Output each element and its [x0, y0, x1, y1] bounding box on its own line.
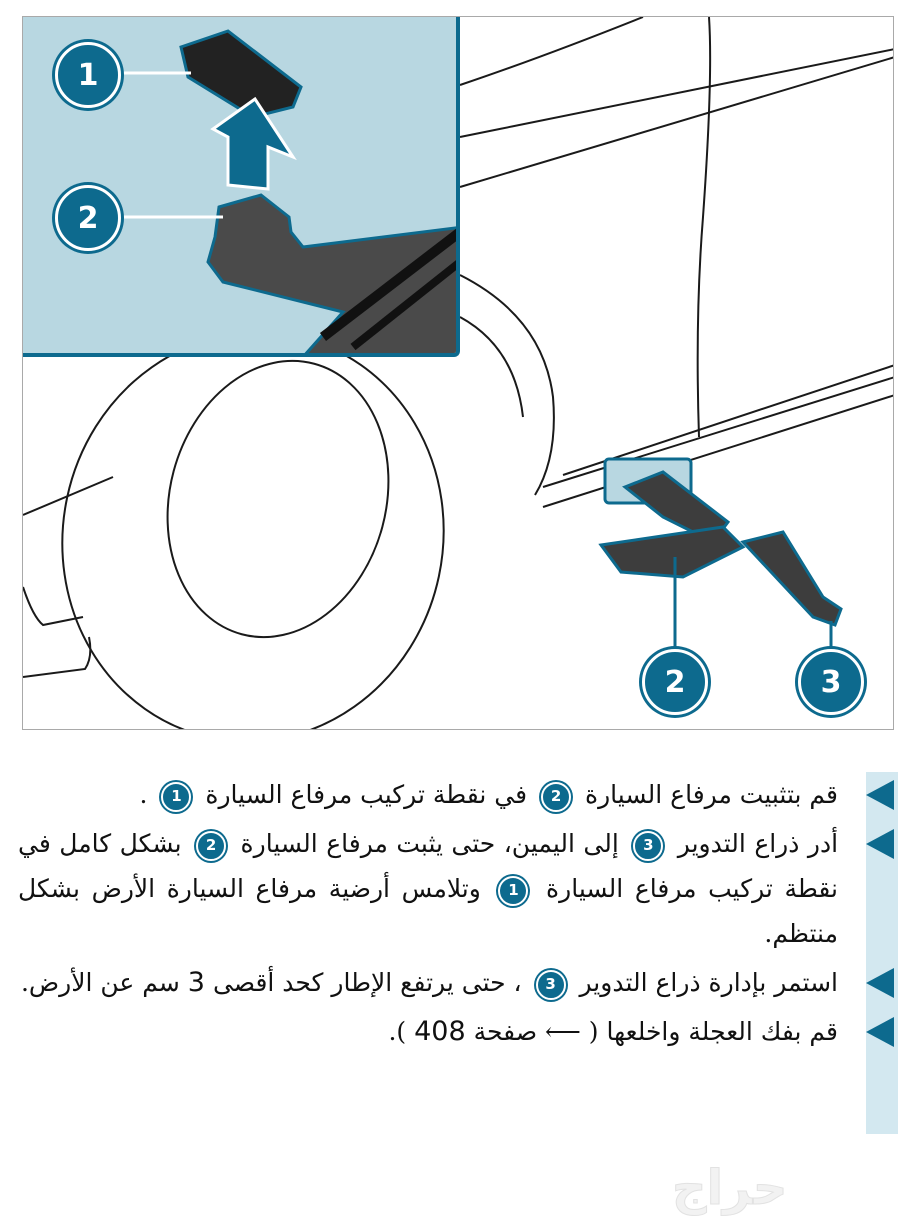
- inline-badge-2: 2: [541, 782, 571, 812]
- step-4-text-b: ).: [388, 1017, 407, 1046]
- callout-2-badge-bottom: 2: [642, 649, 708, 715]
- max-height-value: 3: [187, 967, 205, 998]
- inline-badge-1: 1: [161, 782, 191, 812]
- step-2-text-a: أدر ذراع التدوير: [677, 829, 839, 858]
- step-2: [18, 821, 896, 956]
- watermark-logo: حراج: [672, 1160, 788, 1216]
- step-1-text-c: .: [139, 780, 148, 809]
- step-arrow-icon: [866, 829, 894, 859]
- step-arrow-icon: [866, 968, 894, 998]
- step-3-text-c: سم عن الأرض.: [20, 968, 180, 997]
- step-1-text-b: في نقطة تركيب مرفاع السيارة: [205, 780, 528, 809]
- step-3: [18, 960, 896, 1005]
- instruction-steps: [18, 772, 896, 1058]
- page-reference-link[interactable]: 408: [414, 1016, 466, 1047]
- step-3-text-b: ، حتى يرتفع الإطار كحد أقصى: [212, 968, 522, 997]
- step-arrow-icon: [866, 1017, 894, 1047]
- step-arrow-icon: [866, 780, 894, 810]
- callout-1-badge: 1: [55, 42, 121, 108]
- step-2-text-b: إلى اليمين، حتى يثبت مرفاع السيارة: [240, 829, 619, 858]
- step-4: [18, 1009, 896, 1054]
- page-reference-arrow-icon: ⟵: [545, 1017, 581, 1046]
- inline-badge-1: 1: [498, 876, 528, 906]
- callout-2-badge: 2: [55, 185, 121, 251]
- inline-badge-2: 2: [196, 831, 226, 861]
- step-3-text-a: استمر بإدارة ذراع التدوير: [579, 968, 838, 997]
- step-1-text-a: قم بتثبيت مرفاع السيارة: [585, 780, 838, 809]
- step-2-text-d: وتلامس أرضية مرفاع السيارة الأرض بشكل منتظم.: [18, 874, 838, 948]
- step-1: [18, 772, 896, 817]
- step-2-text-c: بشكل كامل في نقطة تركيب مرفاع السيارة: [18, 829, 838, 903]
- inline-badge-3: 3: [536, 970, 566, 1000]
- inline-badge-3: 3: [633, 831, 663, 861]
- step-4-text-a: قم بفك العجلة واخلعها (: [588, 1017, 838, 1046]
- page-label: صفحة: [473, 1017, 538, 1046]
- jack-illustration: [22, 16, 894, 730]
- callout-3-badge: 3: [798, 649, 864, 715]
